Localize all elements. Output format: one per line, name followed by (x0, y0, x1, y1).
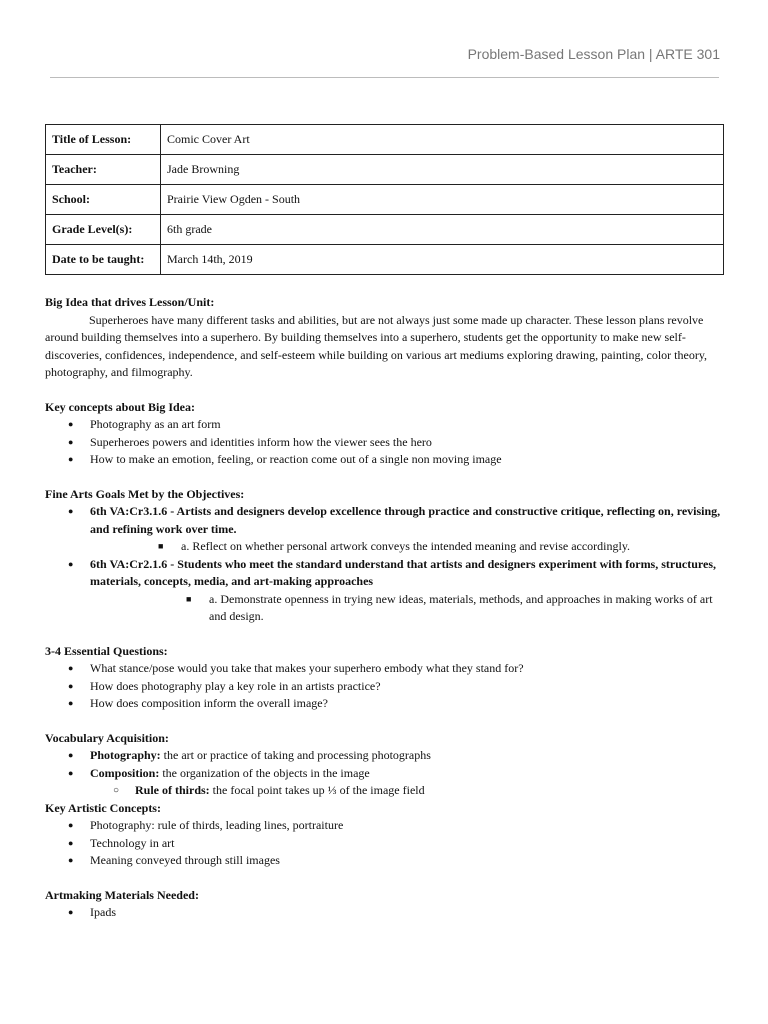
grade-label: Grade Level(s): (46, 215, 161, 245)
lesson-content (45, 294, 721, 922)
list-item: ● How does photography play a key role in an artists practice? (45, 678, 721, 696)
fine-arts-list (45, 503, 721, 626)
big-idea-heading: Big Idea that drives Lesson/Unit: (45, 295, 215, 309)
date-label: Date to be taught: (46, 245, 161, 275)
list-item: ■ a. Demonstrate openness in trying new ideas, materials, methods, and approaches in making works of art and design. (45, 591, 721, 626)
list-item (45, 782, 721, 800)
vocabulary-list (45, 747, 721, 800)
document-header: Problem-Based Lesson Plan | ARTE 301 (467, 46, 720, 62)
goal-standard: 6th VA:Cr2.1.6 - Students who meet the standard understand that artists and designers experiment with forms, structures, materials, concepts, media, and art-making approaches (90, 556, 716, 588)
table-row (46, 245, 724, 275)
vocab-definition: the focal point takes up ⅓ of the image field (209, 783, 425, 797)
key-concepts-list (45, 416, 721, 469)
goal-standard: 6th VA:Cr3.1.6 - Artists and designers develop excellence through practice and constructive critique, reflecting on, revising, and refining work over time. (90, 504, 721, 536)
artistic-concepts-heading: Key Artistic Concepts: (45, 800, 161, 815)
vocab-term: Composition: (90, 765, 160, 780)
big-idea-text: Superheroes have many different tasks and abilities, but are not always just some made up character. These lesson plans revolve around building themselves into a superhero. By building themselves into a superhero, students get the opportunity to make new self-discoveries, confidences, independence, and self-esteem while building on various art mediums exploring drawing, painting, color theory, photography, and filmography. (45, 312, 708, 379)
list-item (45, 765, 721, 783)
essential-questions-heading: 3-4 Essential Questions: (45, 643, 168, 658)
list-item: ● What stance/pose would you take that makes your superhero embody what they stand for? (45, 660, 721, 678)
title-value: Comic Cover Art (161, 125, 724, 155)
materials-heading: Artmaking Materials Needed: (45, 887, 199, 902)
vocab-definition: the organization of the objects in the image (159, 765, 370, 780)
artistic-concepts-list (45, 817, 721, 870)
school-value: Prairie View Ogden - South (161, 185, 724, 215)
date-value: March 14th, 2019 (161, 245, 724, 275)
title-label: Title of Lesson: (46, 125, 161, 155)
table-row (46, 155, 724, 185)
teacher-label: Teacher: (46, 155, 161, 185)
list-item (45, 503, 721, 538)
table-row (46, 185, 724, 215)
list-item: ● Ipads (45, 904, 721, 922)
list-item: ■ a. Reflect on whether personal artwork conveys the intended meaning and revise accordingly. (45, 538, 721, 556)
teacher-value: Jade Browning (161, 155, 724, 185)
school-label: School: (46, 185, 161, 215)
list-item: ● Photography as an art form (45, 416, 721, 434)
list-item: ● Meaning conveyed through still images (45, 852, 721, 870)
vocab-term: Photography: (90, 748, 161, 762)
grade-value: 6th grade (161, 215, 724, 245)
vocabulary-heading: Vocabulary Acquisition: (45, 730, 169, 745)
table-row (46, 125, 724, 155)
table-row (46, 215, 724, 245)
vocab-term: Rule of thirds: (135, 783, 210, 797)
list-item (45, 747, 721, 765)
materials-list (45, 904, 721, 922)
key-concepts-heading: Key concepts about Big Idea: (45, 399, 195, 414)
list-item: ● How to make an emotion, feeling, or reaction come out of a single non moving image (45, 451, 721, 469)
lesson-info-table (45, 124, 724, 275)
list-item: ● How does composition inform the overall image? (45, 695, 721, 713)
vocab-definition: the art or practice of taking and processing photographs (160, 748, 431, 762)
list-item: ● Photography: rule of thirds, leading lines, portraiture (45, 817, 721, 835)
fine-arts-heading: Fine Arts Goals Met by the Objectives: (45, 486, 245, 501)
list-item: ● Superheroes powers and identities inform how the viewer sees the hero (45, 434, 721, 452)
header-divider (50, 77, 719, 78)
list-item: ● Technology in art (45, 835, 721, 853)
list-item (45, 556, 721, 591)
essential-questions-list (45, 660, 721, 713)
